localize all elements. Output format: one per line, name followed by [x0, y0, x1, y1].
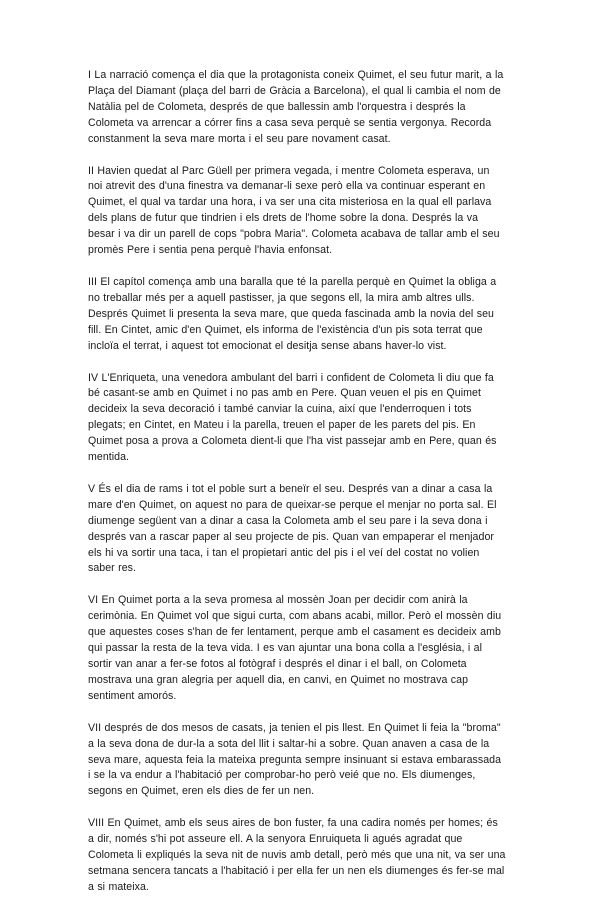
chapter-4-paragraph: IV L'Enriqueta, una venedora ambulant del barri i confident de Colometa li diu que fa bé casant-se amb en Quimet i no pas amb en Pere. Quan veuen el pis en Quimet decideix la seva decoració i també canviar la cuina, així que l'enderroquen i tots plegats; en Cintet, en Mateu i la parella, treuen el paper de les parets del pis. En Quimet posa a prova a Colometa dient-li que l'ha vist passejar amb en Pere, quan és mentida. — [88, 371, 497, 464]
chapter-5-paragraph: V És el dia de rams i tot el poble surt a beneïr el seu. Després van a dinar a casa la mare d'en Quimet, on aquest no para de queixar-se perque el menjar no porta sal. El diumenge següent van a dinar a casa la Colometa amb el seu pare i la seva dona i després van a rascar paper al seu projecte de pis. Quan van empaperar el menjador els hi va sortir una taca, i tan el propietari antic del pis i el veí del costat no volien saber res. — [88, 482, 497, 575]
chapter-2-paragraph: II Havien quedat al Parc Güell per primera vegada, i mentre Colometa esperava, un noi atrevit des d'una finestra va demanar-li sexe però ella va continuar esperant en Quimet, el qual va tardar una hora, i va ser una cita misteriosa en la qual ell parlava dels plans de futur que tindrien i els drets de l'home sobre la dona. Després la va besar i va dir un parell de cops "pobra Maria". Colometa acabava de tallar amb el seu promès Pere i sentia pena perquè l'havia enfonsat. — [88, 164, 500, 257]
chapter-8-paragraph: VIII En Quimet, amb els seus aires de bon fuster, fa una cadira només per homes; és a dir, només s'hi pot asseure ell. A la senyora Enruiqueta li agués agradat que Colometa li expliqués la seva nit de nuvis amb detall, però més que una nit, va ser una setmana sencera tancats a l'habitació i per ella fer un nen els diumenges és fer-se mal a si mateixa. — [88, 817, 506, 893]
document-page — [88, 68, 506, 912]
chapter-6-paragraph: VI En Quimet porta a la seva promesa al mossèn Joan per decidir com anirà la cerimònia. En Quimet vol que sigui curta, com abans acabi, millor. Però el mossèn diu que aquestes coses s'han de fer lentament, perque amb el casament es decideix amb qui passar la resta de la teva vida. I es van ajuntar una bona colla a l'església, i al sortir van anar a fer-se fotos al fotògraf i després el dinar i el ball, on Colometa mostrava una gran alegria per aquell dia, en canvi, en Quimet no mostrava cap sentiment amorós. — [88, 594, 502, 702]
chapter-1-paragraph: I La narració comença el dia que la protagonista coneix Quimet, el seu futur marit, a la Plaça del Diamant (plaça del barri de Gràcia a Barcelona), el qual li cambia el nom de Natàlia pel de Colometa, després de que ballessin amb l'orquestra i després la Colometa va arrencar a córrer fins a casa seva perquè se sentia vergonya. Recorda constanment la seva mare morta i el seu pare novament casat. — [88, 69, 504, 145]
chapter-7-paragraph: VII després de dos mesos de casats, ja tenien el pis llest. En Quimet li feia la "broma" a la seva dona de dur-la a sota del llit i saltar-hi a sobre. Quan anaven a casa de la seva mare, aquesta feia la mateixa pregunta sempre insinuant si estava embarassada i se la va endur a l'habitació per comprobar-ho però veié que no. Els diumenges, segons en Quimet, eren els dies de fer un nen. — [88, 721, 502, 798]
chapter-3-paragraph: III El capítol comença amb una baralla que té la parella perquè en Quimet la obliga a no treballar més per a aquell pastisser, ja que segons ell, la mira amb altres ulls. Després Quimet li presenta la seva mare, que queda fascinada amb la novia del seu fill. En Cintet, amic d'en Quimet, els informa de l'existència d'un pis sota terrat que incloïa el terrat, i aquest tot emocionat el desitja sense abans haver-lo vist. — [88, 275, 497, 352]
